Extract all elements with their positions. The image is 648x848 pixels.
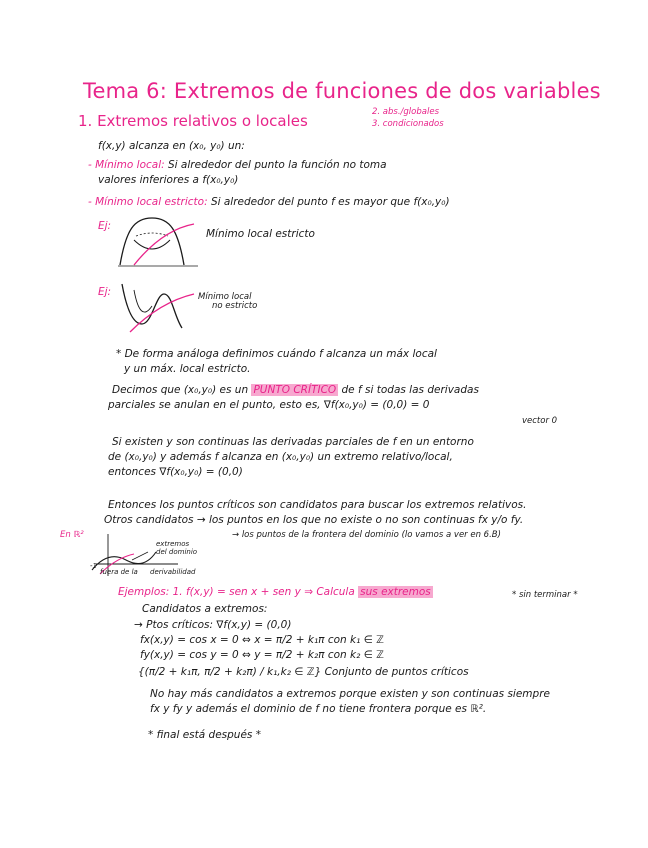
- critical-post: de f si todas las derivadas: [341, 384, 479, 396]
- example-task: ⇒ Calcula: [304, 586, 355, 598]
- side-note-global: 2. abs./globales: [372, 107, 439, 117]
- equation-fy: fy(x,y) = cos y = 0 ⇔ y = π/2 + k₂π con k₂ ∈ ℤ: [140, 649, 384, 661]
- analog-line-1: * De forma análoga definimos cuándo f alcanza un máx local: [116, 348, 437, 360]
- side-note-conditioned: 3. condicionados: [372, 119, 444, 129]
- critical-line-2: parciales se anulan en el punto, esto es, ∇f(x₀,y₀) = (0,0) = 0: [108, 399, 430, 411]
- critical-point-term: PUNTO CRÍTICO: [253, 384, 337, 396]
- critical-points-line: → Ptos críticos: ∇f(x,y) = (0,0): [134, 619, 292, 631]
- exist-line-1: Si existen y son continuas las derivadas parciales de f en un entorno: [112, 436, 474, 448]
- candidates-line-1: Entonces los puntos críticos son candidatos para buscar los extremos relativos.: [108, 499, 527, 511]
- no-more-line-1: No hay más candidatos a extremos porque existen y son continuas siempre: [150, 688, 550, 700]
- unfinished-note: * sin terminar *: [512, 590, 578, 600]
- example-header: [118, 586, 433, 599]
- candidates-line-3: → los puntos de la frontera del dominio (lo vamos a ver en 6.B): [232, 530, 501, 540]
- page-title: Tema 6: Extremos de funciones de dos variables: [83, 79, 601, 103]
- min-local-text-2: valores inferiores a f(x₀,y₀): [98, 174, 239, 186]
- diagram-label-3: fuera de la: [100, 568, 138, 576]
- examples-label: Ejemplos: 1.: [118, 586, 183, 598]
- candidates-line-2: Otros candidatos → los puntos en los que no existe o no son continuas fx y/o fy.: [104, 514, 524, 526]
- analog-line-2: y un máx. local estricto.: [124, 363, 251, 375]
- diagram-label-4: derivabilidad: [150, 568, 196, 576]
- no-more-line-2: fx y fy y además el dominio de f no tiene frontera porque es ℝ².: [150, 703, 487, 715]
- min-local-line: [88, 159, 387, 172]
- candidates-heading: Candidatos a extremos:: [142, 603, 268, 615]
- example-task-highlight: sus extremos: [360, 586, 431, 598]
- example-1-caption: Mínimo local estricto: [206, 228, 315, 240]
- min-strict-label: - Mínimo local estricto:: [88, 196, 208, 208]
- example-2-caption-2: no estricto: [212, 301, 258, 311]
- diagram-label-2: del dominio: [156, 548, 198, 556]
- diagram-label-1: extremos: [156, 540, 190, 548]
- min-strict-line: [88, 196, 450, 209]
- equation-fx: fx(x,y) = cos x = 0 ⇔ x = π/2 + k₁π con k₁ ∈ ℤ: [140, 634, 384, 646]
- critical-line-1: [112, 384, 479, 397]
- example-1-label: Ej:: [98, 220, 112, 232]
- example-function: f(x,y) = sen x + sen y: [185, 586, 301, 598]
- section-heading: 1. Extremos relativos o locales: [78, 112, 308, 130]
- intro-line: f(x,y) alcanza en (x₀, y₀) un:: [98, 140, 245, 152]
- critical-pre: Decimos que (x₀,y₀) es un: [112, 384, 249, 396]
- example-2-caption-1: Mínimo local: [198, 292, 252, 302]
- critical-points-set: {(π/2 + k₁π, π/2 + k₂π) / k₁,k₂ ∈ ℤ} Conjunto de puntos críticos: [138, 666, 469, 678]
- example-2-label: Ej:: [98, 286, 112, 298]
- exist-line-3: entonces ∇f(x₀,y₀) = (0,0): [108, 466, 243, 478]
- diagram-tick: -1: [90, 562, 97, 570]
- non-strict-minimum-sketch: [112, 276, 202, 338]
- exist-line-2: de (x₀,y₀) y además f alcanza en (x₀,y₀) un extremo relativo/local,: [108, 451, 453, 463]
- min-strict-text: Si alrededor del punto f es mayor que f(x₀,y₀): [210, 196, 450, 208]
- zero-vector-note: vector 0: [522, 416, 558, 426]
- strict-minimum-sketch: [112, 210, 202, 272]
- min-local-text: Si alrededor del punto la función no toma: [168, 159, 387, 171]
- min-local-label: - Mínimo local:: [88, 159, 165, 171]
- final-note: * final está después *: [148, 729, 261, 741]
- r2-label: En ℝ²: [60, 530, 84, 540]
